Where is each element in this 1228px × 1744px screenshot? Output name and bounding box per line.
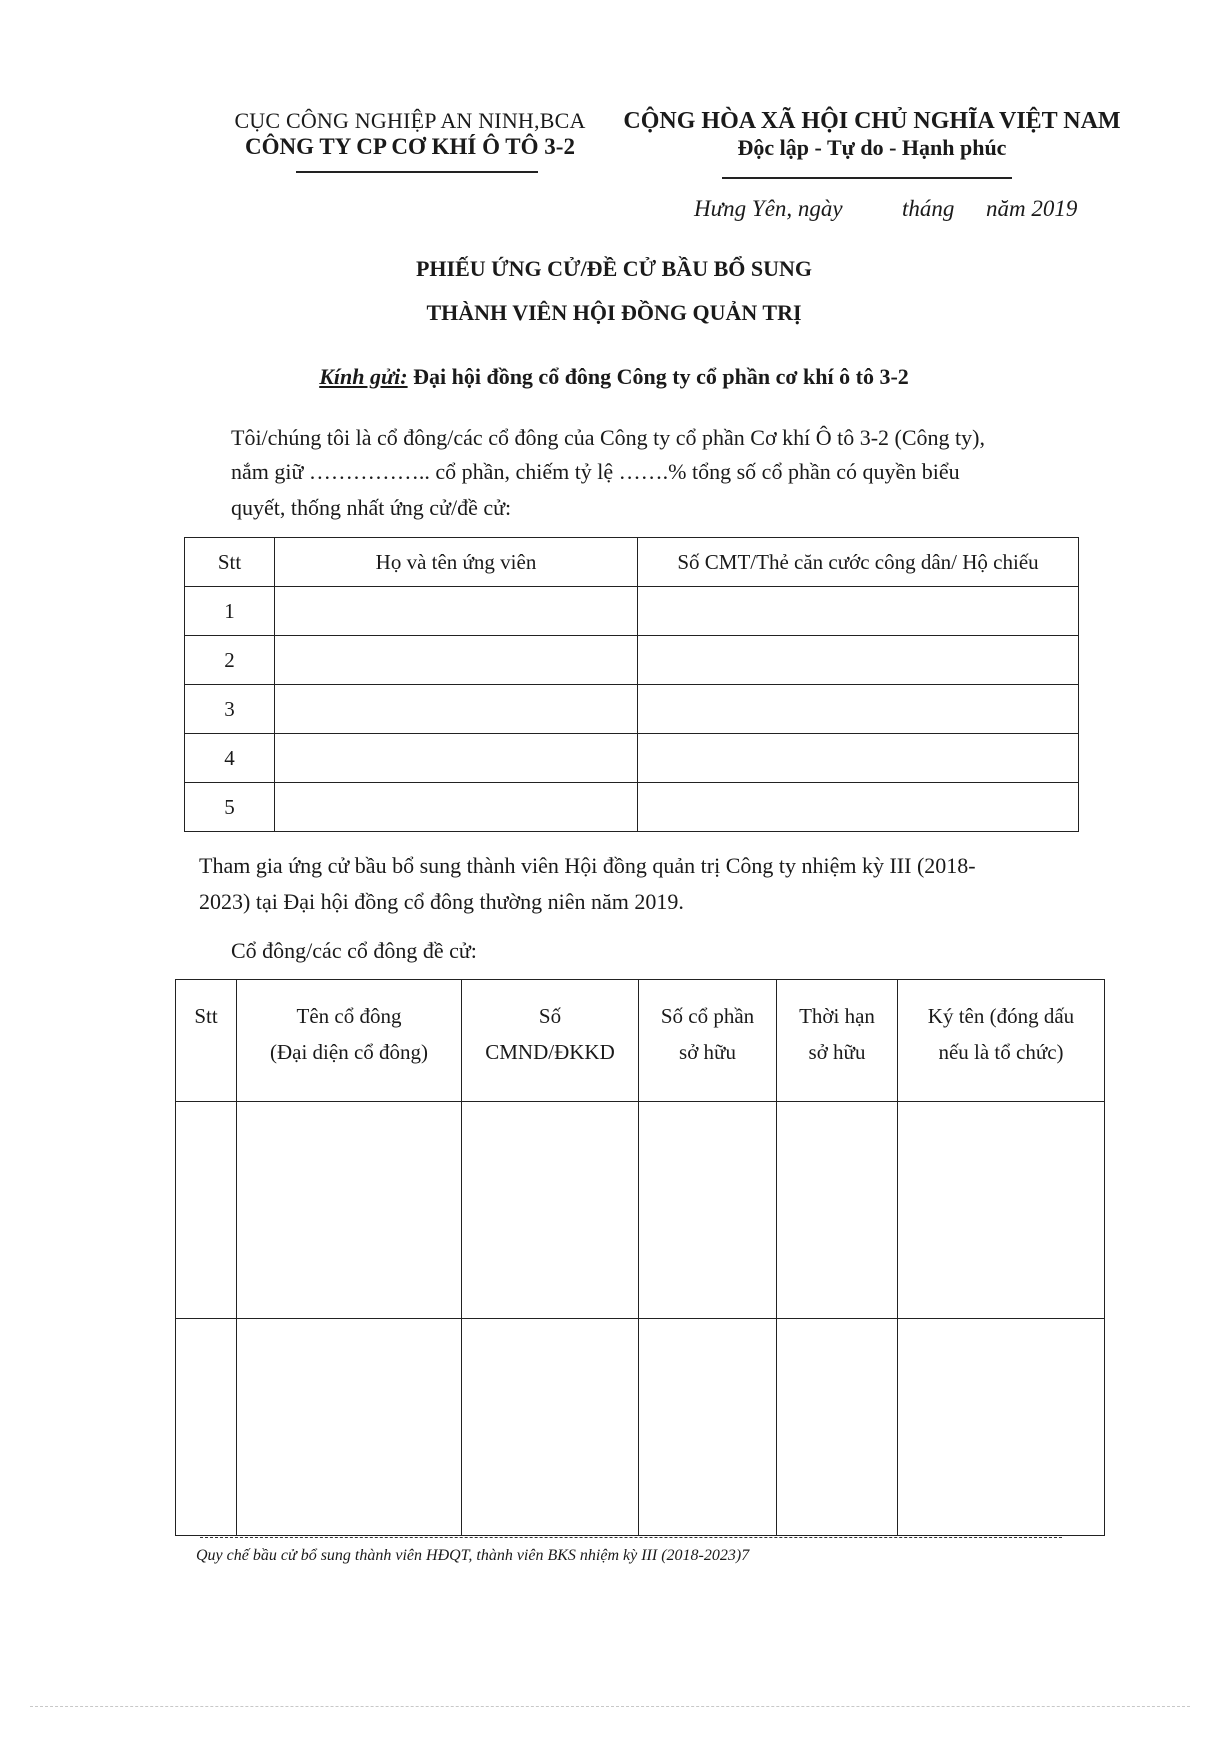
intro-line-2: nắm giữ …………….. cổ phần, chiếm tỷ lệ …….% tổng số cổ phần có quyền biểu xyxy=(231,459,960,484)
header-id-registration: Số CMND/ĐKKD xyxy=(462,980,639,1102)
table-row xyxy=(185,636,1079,685)
row-number: 5 xyxy=(185,783,275,832)
nation-line-2: Độc lập - Tự do - Hạnh phúc xyxy=(737,135,1007,160)
candidate-id-cell[interactable] xyxy=(638,685,1079,734)
row-number: 4 xyxy=(185,734,275,783)
candidate-table-header xyxy=(185,538,1079,587)
candidate-name-cell[interactable] xyxy=(275,685,638,734)
shares-owned-cell[interactable] xyxy=(639,1102,777,1319)
document-title-line-2: THÀNH VIÊN HỘI ĐỒNG QUẢN TRỊ xyxy=(426,300,802,325)
date-month: tháng xyxy=(902,196,955,221)
motto-underline xyxy=(722,177,1012,179)
row-number: 2 xyxy=(185,636,275,685)
header-shareholder-name: Tên cổ đông (Đại diện cổ đông) xyxy=(237,980,462,1102)
table-row xyxy=(185,734,1079,783)
stt-cell[interactable] xyxy=(176,1319,237,1536)
nominator-table xyxy=(175,979,1105,1536)
shares-owned-cell[interactable] xyxy=(639,1319,777,1536)
candidate-name-cell[interactable] xyxy=(275,734,638,783)
header-id-number: Số CMT/Thẻ căn cước công dân/ Hộ chiếu xyxy=(638,538,1079,587)
org-line-1: CỤC CÔNG NGHIỆP AN NINH,BCA xyxy=(234,108,586,133)
nominators-label: Cổ đông/các cổ đông đề cử: xyxy=(231,938,477,963)
table-row xyxy=(176,1102,1105,1319)
candidate-name-cell[interactable] xyxy=(275,587,638,636)
header-stt: Stt xyxy=(185,538,275,587)
salutation-text: Đại hội đồng cổ đông Công ty cổ phần cơ khí ô tô 3-2 xyxy=(407,364,909,389)
nation-line-1: CỘNG HÒA XÃ HỘI CHỦ NGHĨA VIỆT NAM xyxy=(623,108,1121,134)
document-title-line-1: PHIẾU ỨNG CỬ/ĐỀ CỬ BẦU BỔ SUNG xyxy=(415,256,812,281)
header-shares-owned: Số cổ phần sở hữu xyxy=(639,980,777,1102)
header-holding-period: Thời hạn sở hữu xyxy=(777,980,898,1102)
id-registration-cell[interactable] xyxy=(462,1102,639,1319)
candidate-id-cell[interactable] xyxy=(638,587,1079,636)
participation-line-1: Tham gia ứng cử bầu bổ sung thành viên Hội đồng quản trị Công ty nhiệm kỳ III (2018- xyxy=(199,853,976,878)
nominator-table-header xyxy=(176,980,1105,1102)
shareholder-name-cell[interactable] xyxy=(237,1102,462,1319)
footnote: Quy chế bầu cử bổ sung thành viên HĐQT, thành viên BKS nhiệm kỳ III (2018-2023)7 xyxy=(196,1547,750,1564)
holding-period-cell[interactable] xyxy=(777,1102,898,1319)
candidate-id-cell[interactable] xyxy=(638,636,1079,685)
row-number: 3 xyxy=(185,685,275,734)
table-row xyxy=(176,1319,1105,1536)
table-row xyxy=(185,685,1079,734)
date-place: Hưng Yên, ngày xyxy=(694,196,843,221)
holding-period-cell[interactable] xyxy=(777,1319,898,1536)
row-number: 1 xyxy=(185,587,275,636)
scan-edge-line xyxy=(30,1706,1190,1707)
id-registration-cell[interactable] xyxy=(462,1319,639,1536)
shareholder-name-cell[interactable] xyxy=(237,1319,462,1536)
national-motto xyxy=(622,108,1122,161)
org-line-2: CÔNG TY CP CƠ KHÍ Ô TÔ 3-2 xyxy=(245,134,575,159)
org-underline xyxy=(296,171,538,173)
candidate-id-cell[interactable] xyxy=(638,734,1079,783)
candidate-name-cell[interactable] xyxy=(275,783,638,832)
date-year: năm 2019 xyxy=(986,196,1078,221)
header-stt: Stt xyxy=(176,980,237,1102)
signature-cell[interactable] xyxy=(898,1319,1105,1536)
candidate-name-cell[interactable] xyxy=(275,636,638,685)
intro-line-3: quyết, thống nhất ứng cử/đề cử: xyxy=(231,495,512,520)
candidate-table xyxy=(184,537,1079,832)
table-row xyxy=(185,783,1079,832)
stt-cell[interactable] xyxy=(176,1102,237,1319)
salutation-label: Kính gửi: xyxy=(319,364,408,389)
participation-line-2: 2023) tại Đại hội đồng cổ đông thường niên năm 2019. xyxy=(199,889,684,914)
header-candidate-name: Họ và tên ứng viên xyxy=(275,538,638,587)
signature-cell[interactable] xyxy=(898,1102,1105,1319)
table-row xyxy=(185,587,1079,636)
intro-line-1: Tôi/chúng tôi là cổ đông/các cổ đông của Công ty cổ phần Cơ khí Ô tô 3-2 (Công ty), xyxy=(231,425,985,450)
header-signature: Ký tên (đóng dấu nếu là tổ chức) xyxy=(898,980,1105,1102)
issuing-organization xyxy=(220,108,600,160)
salutation xyxy=(0,364,1228,390)
footnote-divider xyxy=(200,1537,1062,1538)
candidate-id-cell[interactable] xyxy=(638,783,1079,832)
